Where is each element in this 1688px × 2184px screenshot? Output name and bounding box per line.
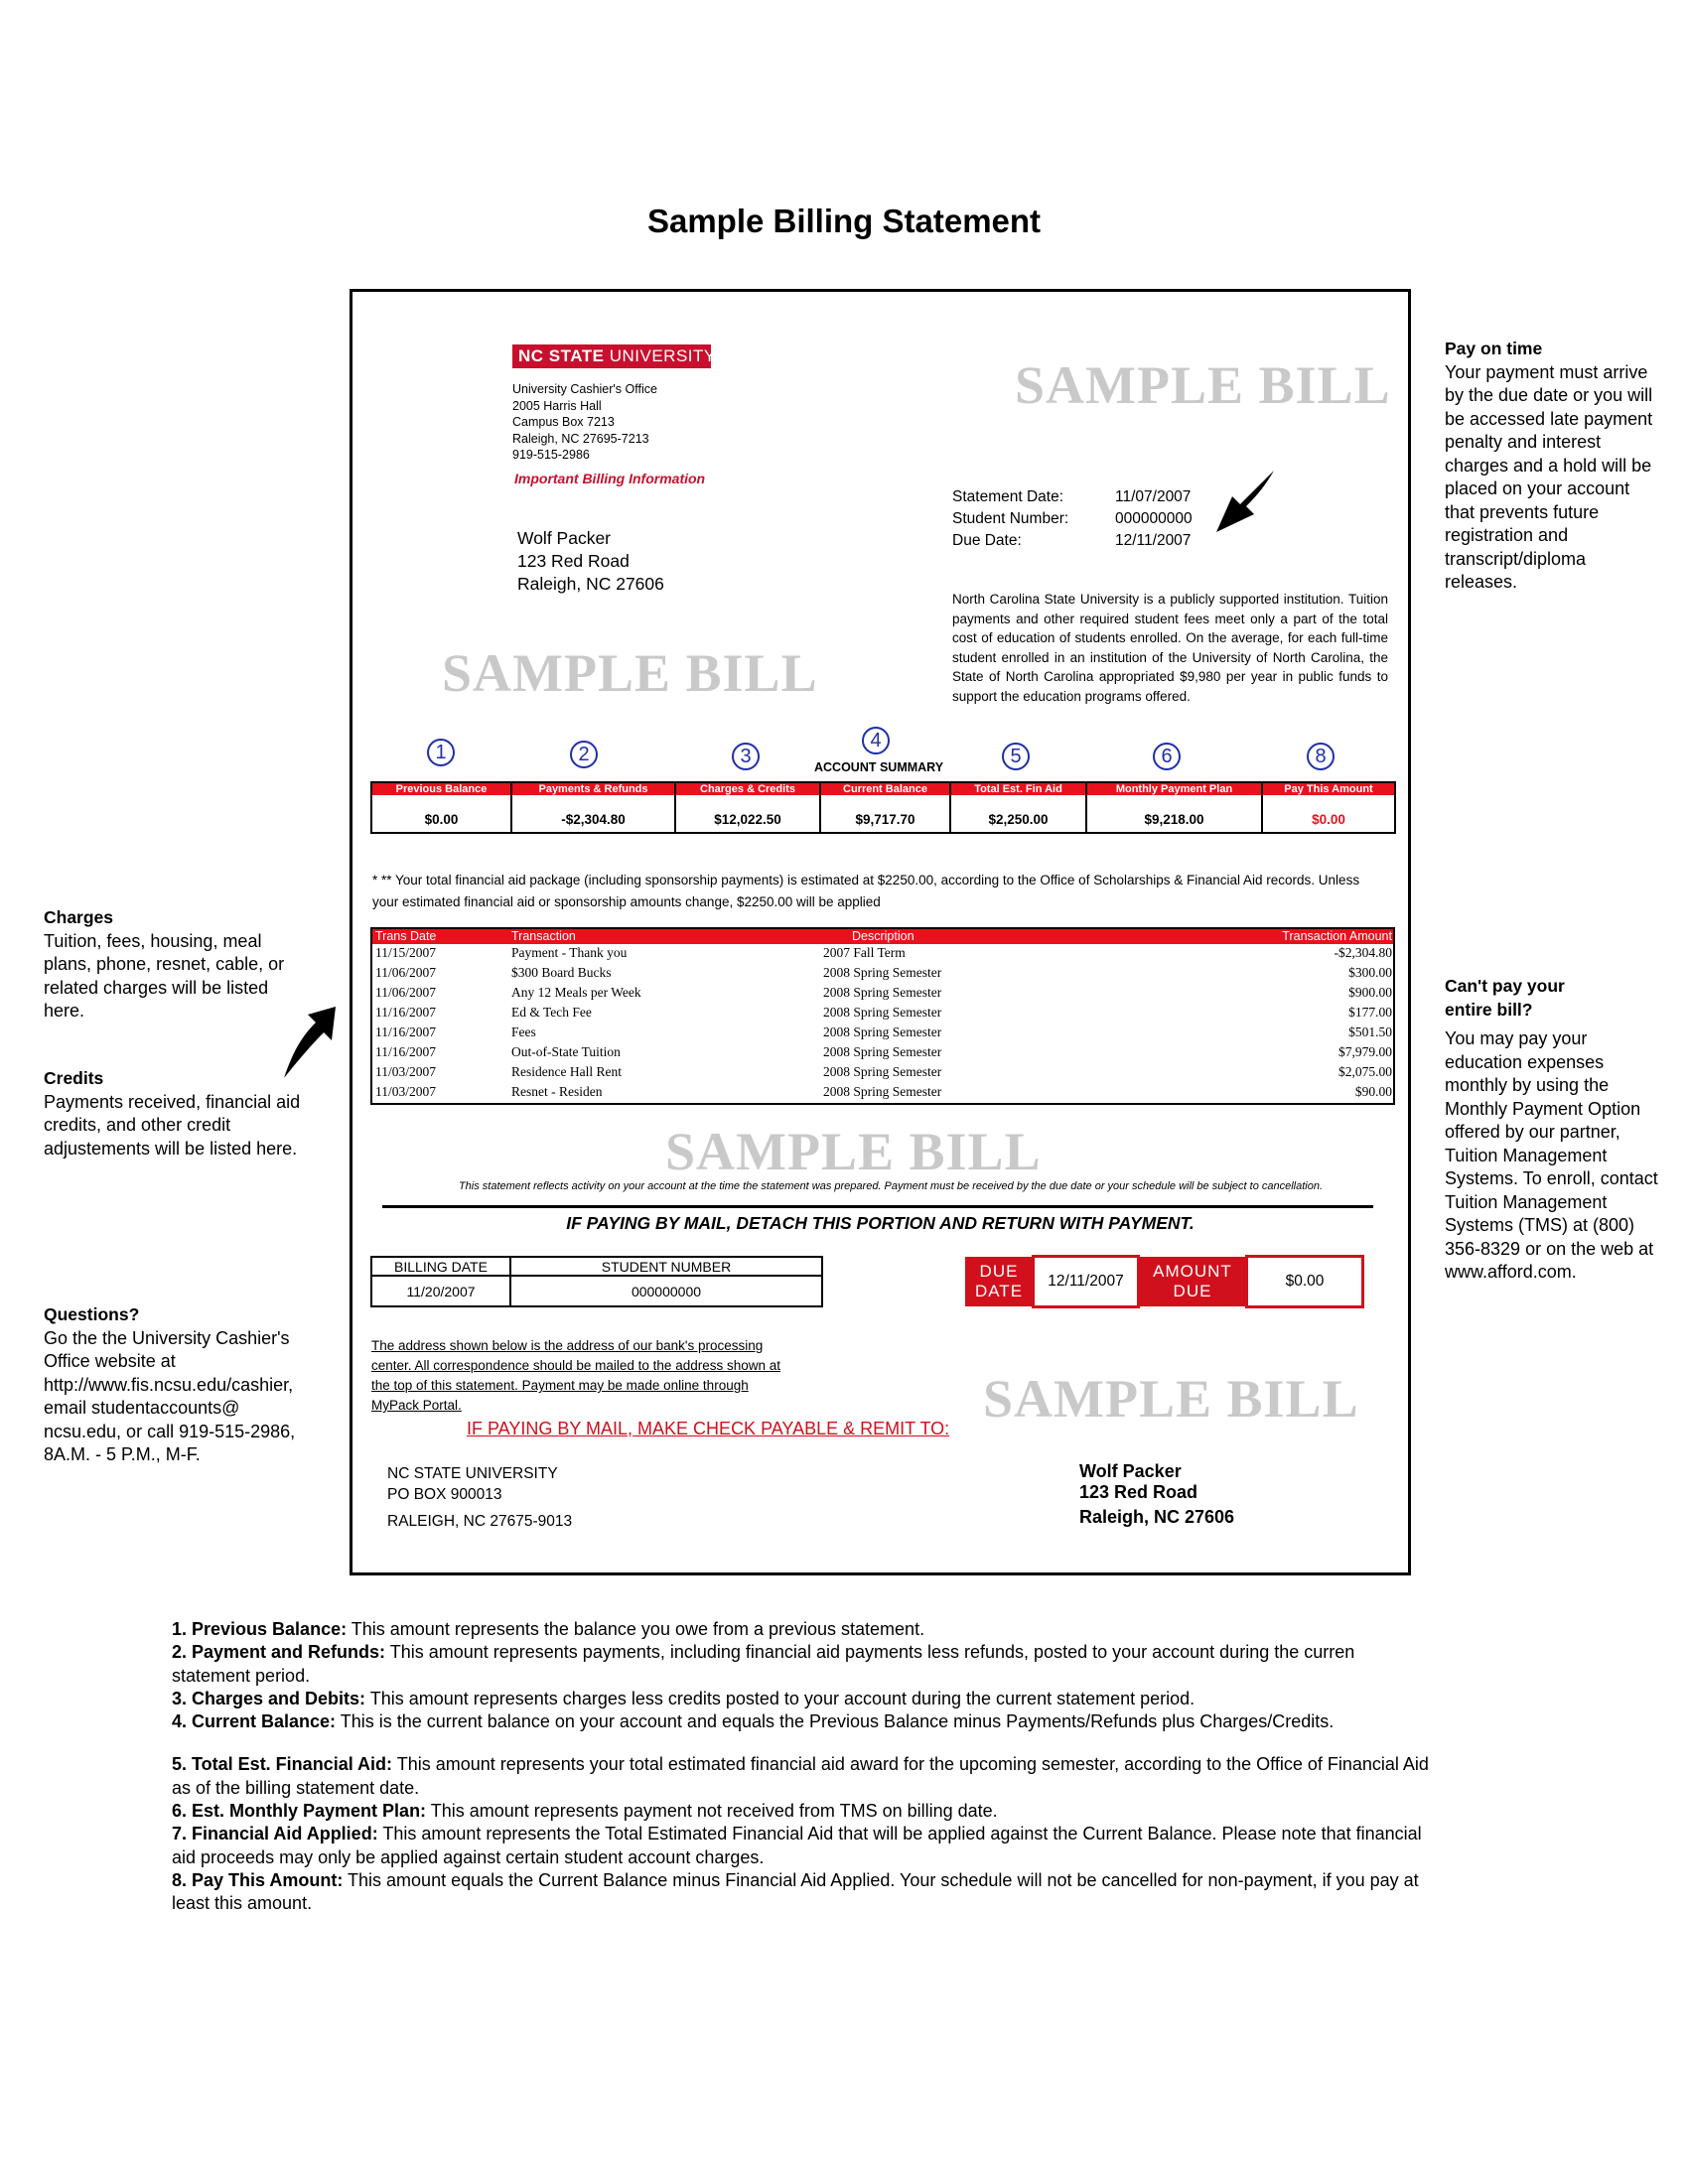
- circle-marker: 3: [732, 743, 760, 770]
- legend-item: 1. Previous Balance: This amount represents the balance you owe from a previous statement.: [172, 1619, 925, 1639]
- due-date-label: DUE DATE: [965, 1257, 1033, 1306]
- account-summary-table: [370, 781, 1396, 834]
- legend-item: 8. Pay This Amount: This amount equals the Current Balance minus Financial Aid Applied. Your schedule will not be cancelled for non-payment, if you pay at least this amount.: [172, 1869, 1419, 1914]
- billing-date-value: 11/20/2007: [371, 1276, 510, 1306]
- student-mailing-address: Wolf Packer 123 Red Road Raleigh, NC 27606: [517, 528, 664, 594]
- circle-marker: 2: [570, 741, 598, 768]
- table-row: 11/16/2007 Ed & Tech Fee 2008 Spring Semester $177.00: [375, 1005, 1392, 1020]
- billing-statement: [350, 289, 1411, 1575]
- cant-pay-note: Can't pay your entire bill? You may pay your education expenses monthly by using the Monthly Payment Option offered by our partner, Tuition Management Systems. To enroll, contact Tuition Management Systems (TMS) at (800) 356-8329 or on the web at www.afford.com.: [1445, 976, 1658, 1282]
- student-number-value: 000000000: [510, 1276, 822, 1306]
- header-monthly-payment-plan: Monthly Payment Plan: [1086, 782, 1262, 795]
- header-payments-refunds: Payments & Refunds: [511, 782, 675, 795]
- questions-note: Questions? Go the the University Cashier's Office website at http://www.fis.ncsu.edu/cashier, email studentaccounts@ ncsu.edu, or call 919-515-2986, 8A.M. - 5 P.M., M-F.: [44, 1304, 296, 1464]
- table-row: 11/06/2007 $300 Board Bucks 2008 Spring Semester $300.00: [375, 965, 1392, 980]
- account-summary-label: ACCOUNT SUMMARY: [814, 760, 944, 774]
- transactions-table: [370, 927, 1395, 1105]
- remit-to-heading: IF PAYING BY MAIL, MAKE CHECK PAYABLE & REMIT TO:: [467, 1419, 950, 1438]
- sample-bill-watermark: SAMPLE BILL: [1015, 355, 1391, 415]
- value-pay-this-amount: $0.00: [1262, 806, 1395, 833]
- student-number: 000000000: [1115, 510, 1193, 527]
- sample-bill-watermark: SAMPLE BILL: [442, 643, 818, 703]
- billing-info-table: [370, 1256, 823, 1307]
- legend-item: 3. Charges and Debits: This amount represents charges less credits posted to your account during the current statement period.: [172, 1688, 1196, 1708]
- legend-item: 7. Financial Aid Applied: This amount represents the Total Estimated Financial Aid that will be applied against the Current Balance. Please note that financial aid proceeds may only be applied against certain student account charges.: [172, 1824, 1422, 1867]
- charges-note: Charges Tuition, fees, housing, meal plans, phone, resnet, cable, or related charges will be listed here.: [44, 907, 285, 1021]
- table-row: 11/06/2007 Any 12 Meals per Week 2008 Spring Semester $900.00: [375, 985, 1392, 1000]
- detach-divider: [382, 1205, 1373, 1208]
- table-row: 11/03/2007 Residence Hall Rent 2008 Spring Semester $2,075.00: [375, 1064, 1392, 1079]
- sample-bill-watermark: SAMPLE BILL: [665, 1122, 1042, 1181]
- table-row: 11/15/2007 Payment - Thank you 2007 Fall Term -$2,304.80: [375, 945, 1392, 960]
- summary-legend: [172, 1618, 1438, 1916]
- header-previous-balance: Previous Balance: [371, 782, 511, 795]
- important-billing-info: Important Billing Information: [514, 471, 706, 486]
- circle-marker: 8: [1307, 743, 1335, 770]
- detach-instruction: IF PAYING BY MAIL, DETACH THIS PORTION AND RETURN WITH PAYMENT.: [566, 1213, 1195, 1233]
- circle-marker: 6: [1153, 743, 1181, 770]
- arrow-icon: [1206, 467, 1282, 542]
- header-total-fin-aid: Total Est. Fin Aid: [950, 782, 1086, 795]
- due-date: 12/11/2007: [1115, 532, 1192, 549]
- value-charges-credits: $12,022.50: [675, 806, 820, 833]
- payer-address: Wolf Packer 123 Red Road Raleigh, NC 27606: [1079, 1461, 1235, 1527]
- cashier-office-address: University Cashier's Office 2005 Harris Hall Campus Box 7213 Raleigh, NC 27695-7213 919-515-2986: [512, 382, 657, 462]
- table-row: 11/03/2007 Resnet - Residen 2008 Spring Semester $90.00: [375, 1084, 1392, 1099]
- statement-info-labels: Statement Date: Student Number: Due Date:: [952, 488, 1069, 549]
- billing-date-header: BILLING DATE: [371, 1257, 510, 1276]
- legend-item: 2. Payment and Refunds: This amount represents payments, including financial aid payments less refunds, posted to your account during the curren statement period.: [172, 1642, 1355, 1686]
- value-total-fin-aid: $2,250.00: [950, 806, 1086, 833]
- header-pay-this-amount: Pay This Amount: [1262, 782, 1395, 795]
- sample-bill-watermark: SAMPLE BILL: [983, 1369, 1359, 1429]
- transactions-header: Trans Date Transaction Description Transaction Amount: [372, 929, 1393, 944]
- value-payments-refunds: -$2,304.80: [511, 806, 675, 833]
- circle-marker: 4: [862, 727, 890, 754]
- statement-info-values: [1115, 486, 1193, 552]
- statement-date: 11/07/2007: [1115, 488, 1192, 505]
- amount-due-value: $0.00: [1245, 1255, 1364, 1308]
- legend-item: 6. Est. Monthly Payment Plan: This amount represents payment not received from TMS on billing date.: [172, 1801, 998, 1822]
- legend-item: 4. Current Balance: This is the current balance on your account and equals the Previous Balance minus Payments/Refunds plus Charges/Credits.: [172, 1711, 1335, 1732]
- value-monthly-payment-plan: $9,218.00: [1086, 806, 1262, 833]
- header-charges-credits: Charges & Credits: [675, 782, 820, 795]
- page-title: Sample Billing Statement: [646, 203, 1042, 239]
- value-current-balance: $9,717.70: [820, 806, 950, 833]
- financial-aid-note: * ** Your total financial aid package (including sponsorship payments) is estimated at $2250.00, according to the Office of Scholarships & Financial Aid records. Unless your estimated financial aid or sponsorship amounts change, $2250.00 will be applied: [372, 873, 1360, 909]
- amount-due-label: AMOUNT DUE: [1139, 1257, 1246, 1306]
- circle-marker: 5: [1002, 743, 1030, 770]
- circle-marker: 1: [427, 739, 455, 766]
- credits-note: Credits Payments received, financial aid credits, and other credit adjustements will be listed here.: [44, 1068, 301, 1159]
- table-row: 11/16/2007 Out-of-State Tuition 2008 Spring Semester $7,979.00: [375, 1044, 1392, 1059]
- header-current-balance: Current Balance: [820, 782, 950, 795]
- nc-state-logo: NC STATE UNIVERSITY: [512, 344, 711, 368]
- table-row: 11/16/2007 Fees 2008 Spring Semester $501.50: [375, 1024, 1392, 1039]
- student-number-header: STUDENT NUMBER: [510, 1257, 822, 1276]
- statement-reflects-note: This statement reflects activity on your account at the time the statement was prepared. Payment must be received by the due date or your schedule will be subject to cancellation.: [458, 1180, 1324, 1192]
- value-previous-balance: $0.00: [371, 806, 511, 833]
- public-funding-note: North Carolina State University is a publicly supported institution. Tuition payments and other required student fees meet only a part of the total cost of education of students enrolled. On the average, for each full-time student enrolled in an institution of the University of North Carolina, the State of North Carolina appropriated $9,980 per year in public funds to support the education programs offered.: [952, 592, 1388, 704]
- legend-item: 5. Total Est. Financial Aid: This amount represents your total estimated financial aid award for the upcoming semester, according to the Office of Financial Aid as of the billing statement date.: [172, 1754, 1429, 1798]
- due-date-value: 12/11/2007: [1032, 1255, 1140, 1308]
- bank-address-note: The address shown below is the address of our bank's processing center. All correspondence should be mailed to the address shown at the top of this statement. Payment may be made online through MyPack Portal.: [371, 1338, 781, 1413]
- remit-address: NC STATE UNIVERSITY PO BOX 900013 RALEIGH, NC 27675-9013: [387, 1465, 573, 1530]
- pay-on-time-note: Pay on time Your payment must arrive by the due date or you will be accessed late payment penalty and interest charges and a hold will be placed on your account that prevents future registration and transcript/diploma releases.: [1445, 339, 1653, 592]
